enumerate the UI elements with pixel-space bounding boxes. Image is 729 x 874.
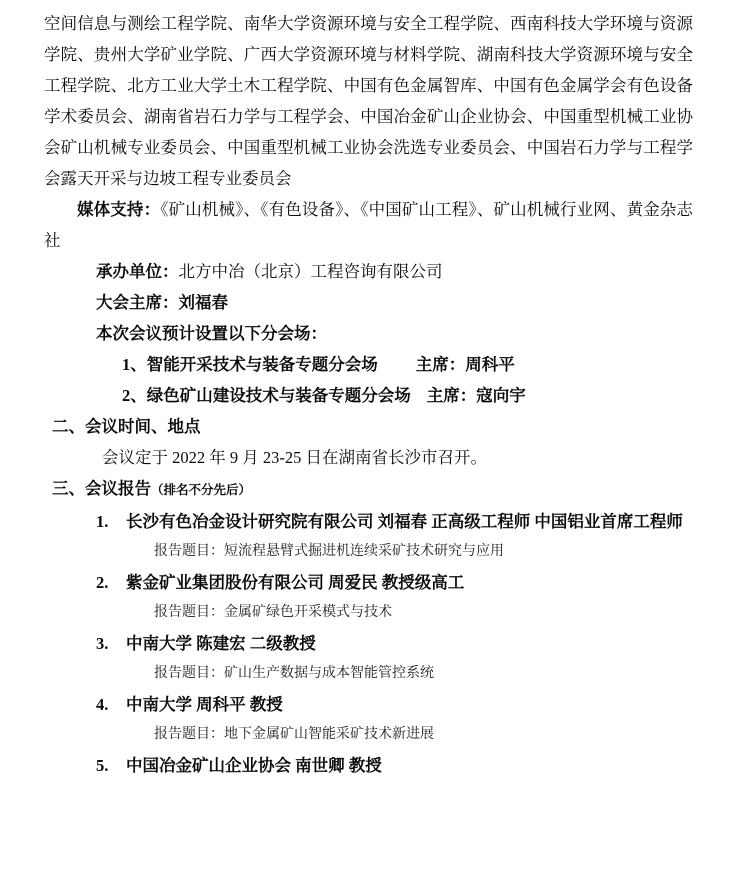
- host-line: [44, 256, 693, 287]
- subvenue-title-2: 2、绿色矿山建设技术与装备专题分会场: [122, 386, 411, 405]
- subvenue-item-2: [44, 380, 693, 411]
- section-reports-note: （排名不分先后）: [151, 483, 252, 497]
- media-support-line: [44, 194, 693, 256]
- section-reports-label: 三、会议报告: [52, 479, 151, 498]
- chairman-label: 大会主席：: [96, 293, 179, 312]
- report-entry-2: [44, 567, 693, 628]
- report-topic-2: 报告题目：金属矿绿色开采模式与技术: [154, 605, 392, 620]
- subvenue-intro: 本次会议预计设置以下分会场：: [96, 324, 327, 343]
- host-label: 承办单位：: [96, 262, 179, 281]
- organizers-paragraph: 空间信息与测绘工程学院、南华大学资源环境与安全工程学院、西南科技大学环境与资源学院、贵州大学矿业学院、广西大学资源环境与材料学院、湖南科技大学资源环境与安全工程学院、北方工业大学土木工程学院、中国有色金属智库、中国有色金属学会有色设备学术委员会、湖南省岩石力学与工程学会、中国冶金矿山企业协会、中国重型机械工业协会矿山机械专业委员会、中国重型机械工业协会洗选专业委员会、中国岩石力学与工程学会露天开采与边坡工程专业委员会: [44, 14, 693, 188]
- section-heading-reports: [44, 473, 693, 506]
- meeting-time-text: 会议定于 2022 年 9 月 23-25 日在湖南省长沙市召开。: [102, 448, 487, 467]
- chairman-line: [44, 287, 693, 318]
- subvenue-title-1: 1、智能开采技术与装备专题分会场: [122, 355, 378, 374]
- report-number-3: 3.: [96, 634, 109, 653]
- media-support-text: 《矿山机械》、《有色设备》、《中国矿山工程》、矿山机械行业网、黄金杂志社: [44, 200, 694, 250]
- report-affiliation-3: 中南大学 陈建宏 二级教授: [126, 634, 316, 653]
- report-affiliation-4: 中南大学 周科平 教授: [126, 695, 283, 714]
- report-number-4: 4.: [96, 695, 109, 714]
- report-entry-3: [44, 628, 693, 689]
- report-affiliation-1: 长沙有色冶金设计研究院有限公司 刘福春 正高级工程师 中国铝业首席工程师: [126, 512, 683, 531]
- report-topic-1: 报告题目：短流程悬臂式掘进机连续采矿技术研究与应用: [154, 544, 504, 559]
- report-entry-4: [44, 689, 693, 750]
- report-number-5: 5.: [96, 756, 109, 775]
- report-entry-1: [44, 506, 693, 567]
- section-heading-time: 二、会议时间、地点: [52, 417, 201, 436]
- subvenue-chair-1: 主席：周科平: [415, 355, 515, 374]
- report-number-2: 2.: [96, 573, 109, 592]
- host-text: 北方中冶（北京）工程咨询有限公司: [178, 262, 443, 281]
- subvenue-item-1: [44, 349, 693, 380]
- report-affiliation-5: 中国冶金矿山企业协会 南世卿 教授: [126, 756, 382, 775]
- subvenue-chair-2: 主席：寇向宇: [426, 386, 526, 405]
- report-number-1: 1.: [96, 512, 109, 531]
- report-affiliation-2: 紫金矿业集团股份有限公司 周爱民 教授级高工: [126, 573, 465, 592]
- media-support-label: 媒体支持：: [77, 200, 161, 219]
- chairman-text: 刘福春: [178, 293, 228, 312]
- report-topic-4: 报告题目：地下金属矿山智能采矿技术新进展: [154, 727, 434, 742]
- report-entry-5: [44, 750, 693, 781]
- report-topic-3: 报告题目：矿山生产数据与成本智能管控系统: [154, 666, 434, 681]
